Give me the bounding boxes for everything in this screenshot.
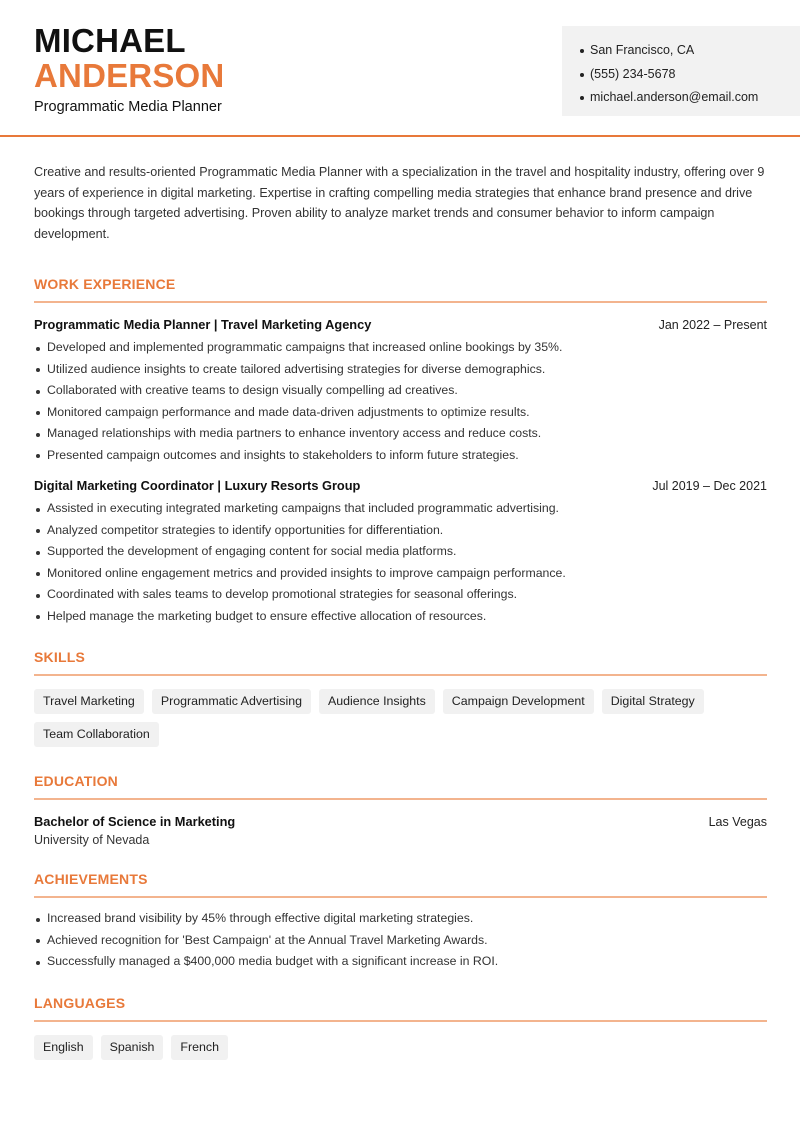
list-item: Monitored campaign performance and made data-driven adjustments to optimize results. (34, 402, 767, 424)
education-location: Las Vegas (708, 815, 767, 830)
skills-section (34, 649, 767, 747)
job-entry (34, 317, 767, 466)
skill-chip: Digital Strategy (602, 689, 704, 714)
list-item: Supported the development of engaging content for social media platforms. (34, 541, 767, 563)
achievements-section (34, 871, 767, 973)
list-item: Helped manage the marketing budget to ensure effective allocation of resources. (34, 606, 767, 628)
section-title-languages: LANGUAGES (34, 995, 767, 1022)
list-item: Monitored online engagement metrics and provided insights to improve campaign performance. (34, 563, 767, 585)
work-section (34, 276, 767, 627)
job-date: Jul 2019 – Dec 2021 (652, 479, 767, 494)
contact-box (562, 26, 800, 116)
list-item: Utilized audience insights to create tailored advertising strategies for diverse demographics. (34, 359, 767, 381)
list-item: Developed and implemented programmatic campaigns that increased online bookings by 35%. (34, 337, 767, 359)
last-name: ANDERSON (34, 57, 225, 94)
contact-email: michael.anderson@email.com (580, 86, 800, 110)
education-entry (34, 814, 767, 847)
list-item: Increased brand visibility by 45% through effective digital marketing strategies. (34, 908, 767, 930)
skill-chip: Programmatic Advertising (152, 689, 311, 714)
contact-phone: (555) 234-5678 (580, 63, 800, 87)
languages-section (34, 995, 767, 1060)
job-name: Programmatic Media Planner | Travel Marketing Agency (34, 317, 372, 333)
skill-chip: Travel Marketing (34, 689, 144, 714)
section-title-achievements: ACHIEVEMENTS (34, 871, 767, 898)
list-item: Presented campaign outcomes and insights to stakeholders to inform future strategies. (34, 445, 767, 467)
list-item: Managed relationships with media partners to enhance inventory access and reduce costs. (34, 423, 767, 445)
list-item: Collaborated with creative teams to design visually compelling ad creatives. (34, 380, 767, 402)
section-title-education: EDUCATION (34, 773, 767, 800)
first-name: MICHAEL (34, 22, 186, 59)
language-chip: French (171, 1035, 228, 1060)
section-title-skills: SKILLS (34, 649, 767, 676)
resume-header (0, 0, 800, 137)
school: University of Nevada (34, 833, 150, 848)
skill-chip: Campaign Development (443, 689, 594, 714)
contact-location: San Francisco, CA (580, 39, 800, 63)
degree: Bachelor of Science in Marketing (34, 814, 236, 830)
summary: Creative and results-oriented Programmatic Media Planner with a specialization in the travel and hospitality industry, offering over 9 years of experience in digital marketing. Expertise in crafting compelling media strategies that enhance brand presence and drive bookings through targeted advertising. Proven ability to analyze market trends and consumer behavior to inform campaign development. (34, 165, 765, 241)
language-chip: English (34, 1035, 93, 1060)
job-entry (34, 478, 767, 627)
candidate-name (34, 24, 224, 94)
job-title: Programmatic Media Planner (34, 99, 222, 115)
list-item: Achieved recognition for 'Best Campaign' at the Annual Travel Marketing Awards. (34, 930, 767, 952)
list-item: Assisted in executing integrated marketing campaigns that included programmatic advertising. (34, 498, 767, 520)
skill-chip: Team Collaboration (34, 722, 159, 747)
education-section (34, 773, 767, 847)
list-item: Coordinated with sales teams to develop promotional strategies for seasonal offerings. (34, 584, 767, 606)
job-name: Digital Marketing Coordinator | Luxury Resorts Group (34, 478, 361, 494)
job-date: Jan 2022 – Present (658, 318, 767, 333)
list-item: Analyzed competitor strategies to identify opportunities for differentiation. (34, 520, 767, 542)
skill-chip: Audience Insights (319, 689, 435, 714)
resume-body (34, 162, 767, 1060)
section-title-work: WORK EXPERIENCE (34, 276, 767, 303)
language-chip: Spanish (101, 1035, 164, 1060)
list-item: Successfully managed a $400,000 media budget with a significant increase in ROI. (34, 951, 767, 973)
